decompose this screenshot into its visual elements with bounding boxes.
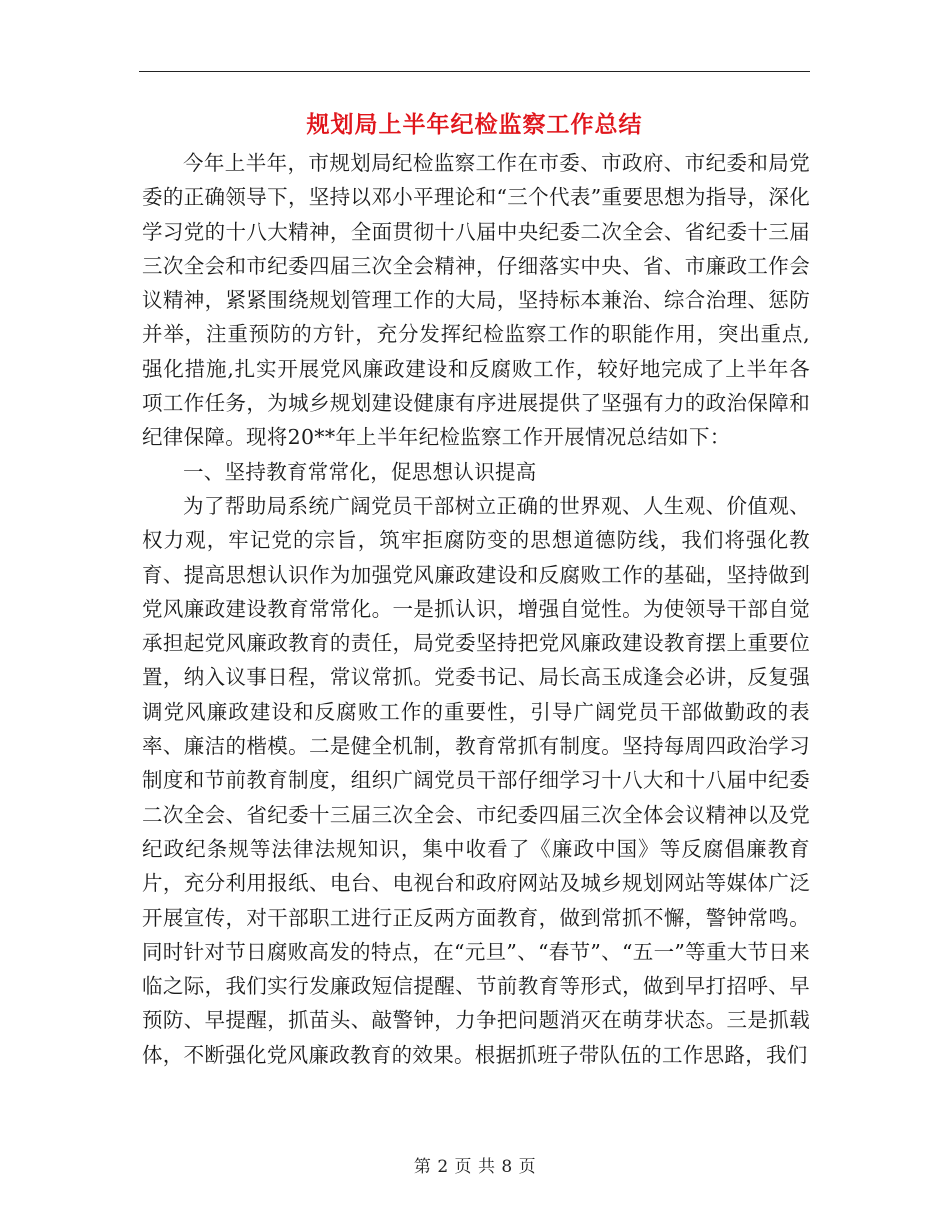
page-number-footer: 第 2 页 共 8 页: [413, 1157, 537, 1177]
document-title: 规划局上半年纪检监察工作总结: [306, 111, 643, 138]
document-body: [142, 146, 810, 1072]
section-paragraph: 为了帮助局系统广阔党员干部树立正确的世界观、人生观、价值观、权力观，牢记党的宗旨，筑牢拒腐防变的思想道德防线，我们将强化教育、提高思想认识作为加强党风廉政建设和反腐败工作的基础，坚持做到党风廉政建设教育常常化。一是抓认识，增强自觉性。为使领导干部自觉承担起党风廉政教育的责任，局党委坚持把党风廉政建设教育摆上重要位置，纳入议事日程，常议常抓。党委书记、局长高玉成逢会必讲，反复强调党风廉政建设和反腐败工作的重要性，引导广阔党员干部做勤政的表率、廉洁的楷模。二是健全机制，教育常抓有制度。坚持每周四政治学习制度和节前教育制度，组织广阔党员干部仔细学习十八大和十八届中纪委二次全会、省纪委十三届三次全会、市纪委四届三次全体会议精神以及党纪政纪条规等法律法规知识，集中收看了《廉政中国》等反腐倡廉教育片，充分利用报纸、电台、电视台和政府网站及城乡规划网站等媒体广泛开展宣传，对干部职工进行正反两方面教育，做到常抓不懈，警钟常鸣。同时针对节日腐败高发的特点，在“元旦”、“春节”、“五一”等重大节日来临之际，我们实行发廉政短信提醒、节前教育等形式，做到早打招呼、早预防、早提醒，抓苗头、敲警钟，力争把问题消灭在萌芽状态。三是抓载体，不断强化党风廉政教育的效果。根据抓班子带队伍的工作思路，我们: [142, 493, 810, 1067]
section-heading: 一、坚持教育常常化，促思想认识提高: [183, 459, 537, 484]
header-divider: [139, 71, 810, 72]
intro-paragraph: 今年上半年，市规划局纪检监察工作在市委、市政府、市纪委和局党委的正确领导下，坚持以邓小平理论和“三个代表”重要思想为指导，深化学习党的十八大精神，全面贯彻十八届中央纪委二次全会、省纪委十三届三次全会和市纪委四届三次全会精神，仔细落实中央、省、市廉政工作会议精神，紧紧围绕规划管理工作的大局，坚持标本兼治、综合治理、惩防并举，注重预防的方针，充分发挥纪检监察工作的职能作用，突出重点,强化措施,扎实开展党风廉政建设和反腐败工作，较好地完成了上半年各项工作任务，为城乡规划建设健康有序进展提供了坚强有力的政治保障和纪律保障。现将20**年上半年纪检监察工作开展情况总结如下：: [142, 151, 810, 450]
